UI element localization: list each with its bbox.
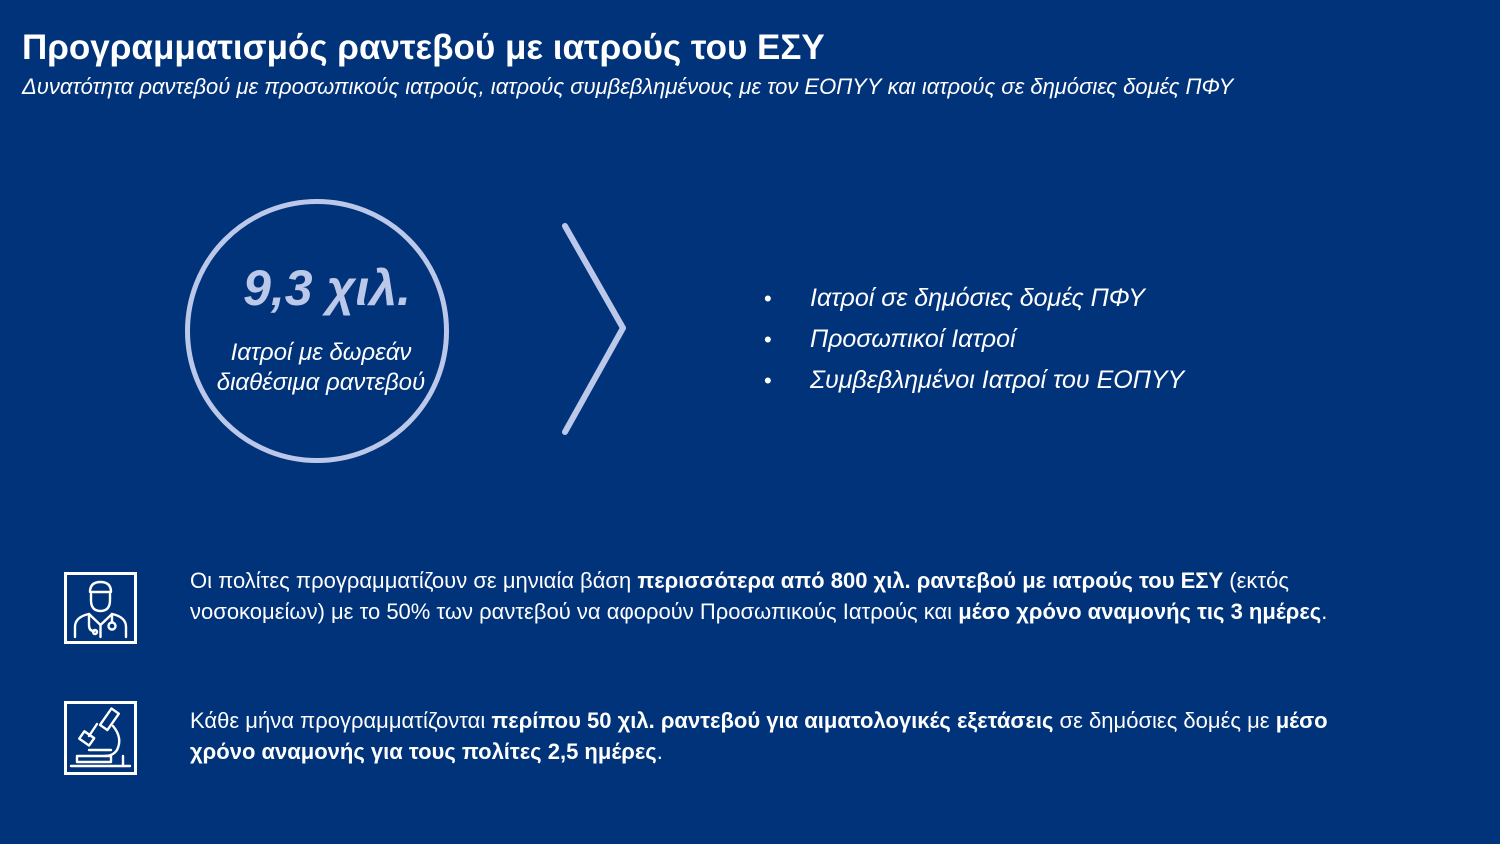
kpi-value: 9,3 χιλ. (243, 260, 411, 316)
fact-highlight: μέσο χρόνο αναμονής τις 3 ημέρες (958, 598, 1322, 624)
microscope-icon (64, 701, 137, 775)
fact-text-part: . (656, 738, 663, 764)
list-item (764, 366, 1184, 407)
list-item (764, 325, 1184, 366)
fact-text-part: σε δημόσιες δομές με (1053, 708, 1276, 733)
fact-text-part: Κάθε μήνα προγραμματίζονται (190, 708, 492, 733)
list-item-label: Ιατροί σε δημόσιες δομές ΠΦΥ (810, 284, 1145, 312)
kpi-label: Ιατροί με δωρεάν διαθέσιμα ραντεβού (216, 339, 426, 396)
list-item-label: Συμβεβλημένοι Ιατροί του ΕΟΠΥΥ (810, 366, 1185, 394)
kpi-circle (185, 199, 449, 463)
list-item (764, 284, 1184, 325)
fact-highlight: περίπου 50 χιλ. ραντεβού για αιματολογικές εξετάσεις (491, 708, 1054, 733)
page-subtitle: Δυνατότητα ραντεβού με προσωπικούς ιατρούς, ιατρούς συμβεβλημένους με τον ΕΟΠΥΥ και ιατρούς σε δημόσιες δομές ΠΦΥ (22, 74, 1234, 99)
fact-highlight: περισσότερα από 800 χιλ. ραντεβού με ιατρούς του ΕΣΥ (637, 568, 1224, 593)
fact-highlight: μέσο χρόνο αναμονής για τους πολίτες 2,5 ημέρες (190, 708, 1328, 764)
bullet-icon: • (764, 327, 772, 352)
page-title: Προγραμματισμός ραντεβού με ιατρούς του ΕΣΥ (22, 28, 825, 67)
doctor-icon (64, 572, 137, 644)
fact-text (190, 566, 1390, 627)
bullet-icon: • (764, 286, 772, 311)
chevron-right-icon (556, 218, 634, 440)
fact-text-part: . (1321, 598, 1328, 624)
doctor-types-list (764, 284, 1184, 407)
fact-text-part: (εκτός νοσοκομείων) με το 50% των ραντεβού να αφορούν Προσωπικούς Ιατρούς και (190, 568, 1289, 624)
list-item-label: Προσωπικοί Ιατροί (810, 325, 1016, 353)
fact-text-part: Οι πολίτες προγραμματίζουν σε μηνιαία βάση (190, 568, 638, 593)
bullet-icon: • (764, 368, 772, 393)
fact-text (190, 706, 1370, 767)
